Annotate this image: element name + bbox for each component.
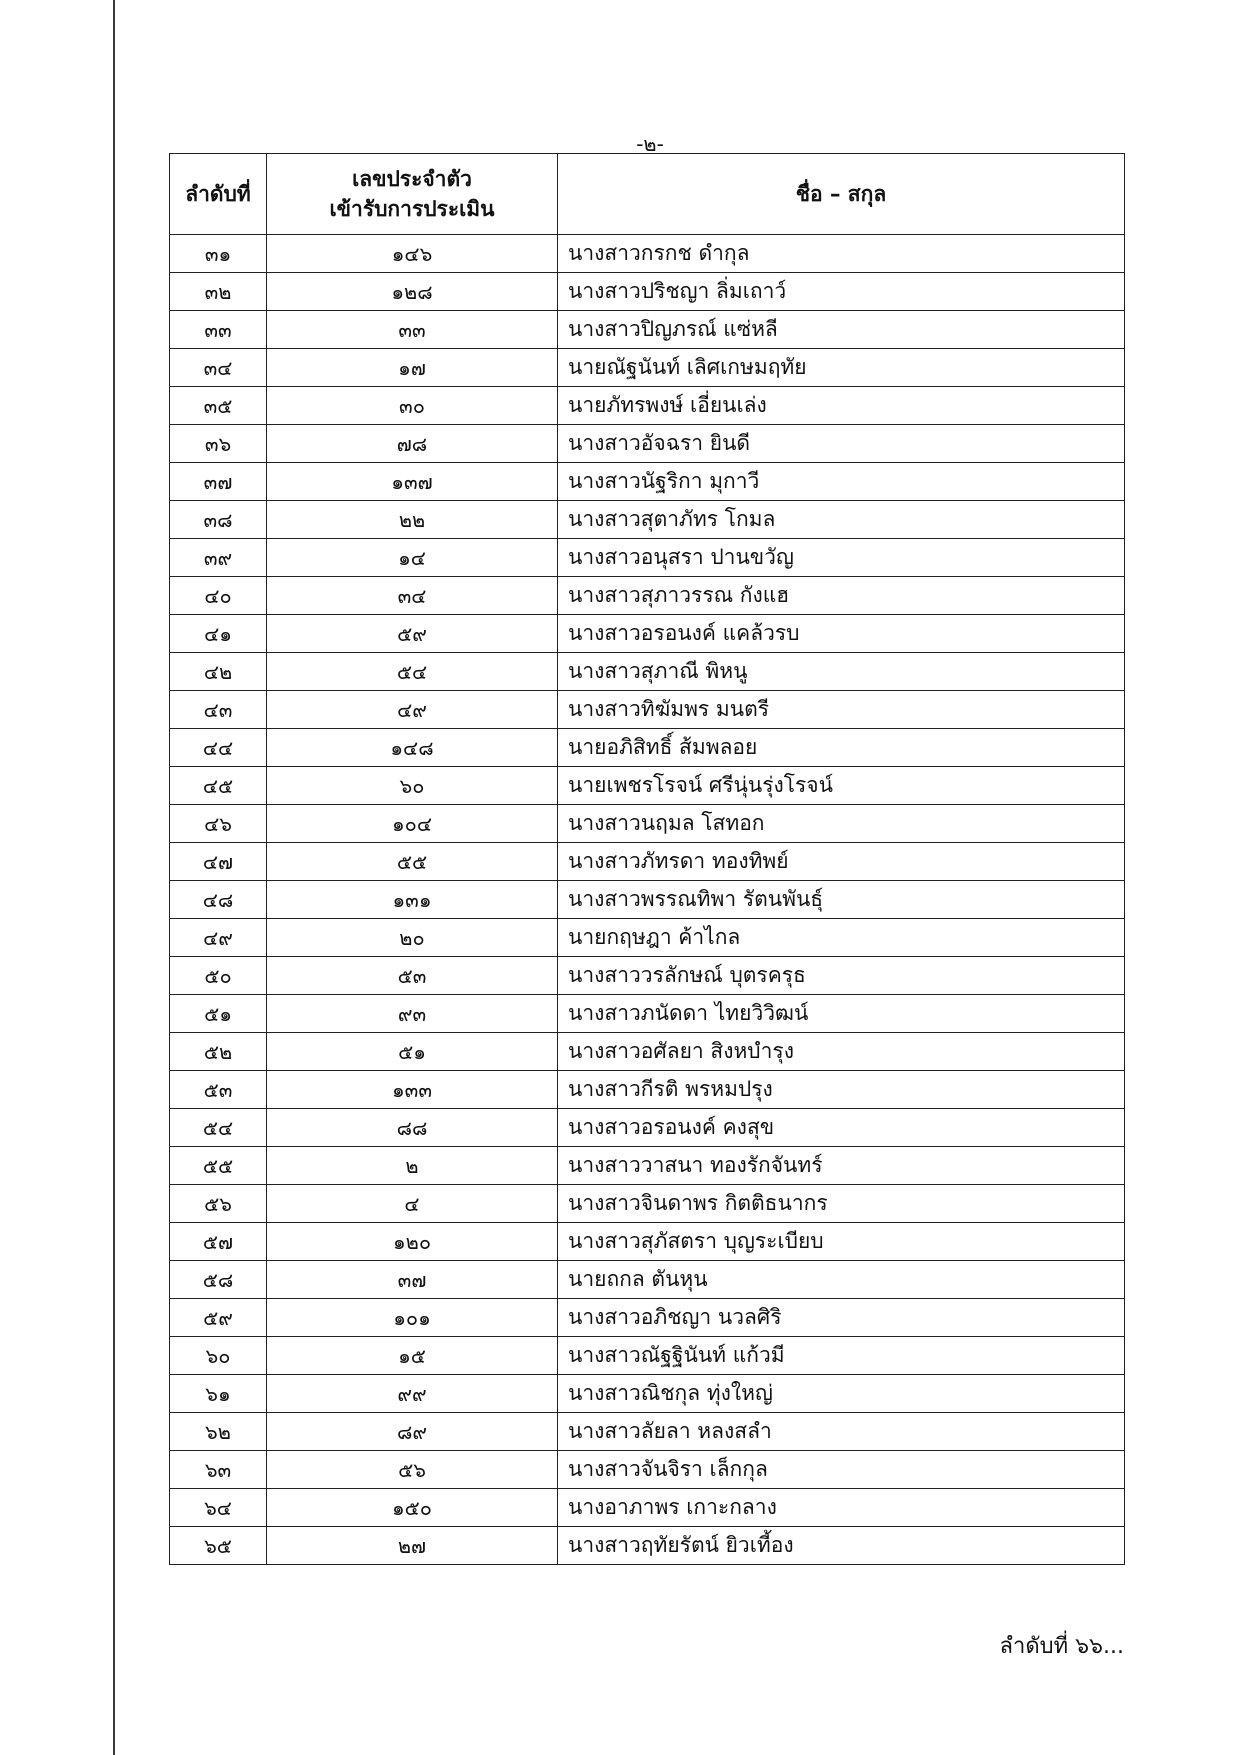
name-cell: นางสาวสุตาภัทร โกมล bbox=[558, 501, 1125, 539]
table-row bbox=[170, 1375, 1125, 1413]
name-cell: นางสาวอนุสรา ปานขวัญ bbox=[558, 539, 1125, 577]
table-row bbox=[170, 577, 1125, 615]
id-cell: ๕๓ bbox=[267, 957, 558, 995]
name-cell: นางสาวอศัลยา สิงหบำรุง bbox=[558, 1033, 1125, 1071]
seq-cell: ๔๒ bbox=[170, 653, 267, 691]
seq-cell: ๓๙ bbox=[170, 539, 267, 577]
id-cell: ๘๙ bbox=[267, 1413, 558, 1451]
id-cell: ๖๐ bbox=[267, 767, 558, 805]
id-cell: ๕๔ bbox=[267, 653, 558, 691]
id-cell: ๒๒ bbox=[267, 501, 558, 539]
table-row bbox=[170, 919, 1125, 957]
left-margin-line bbox=[113, 0, 115, 1755]
id-cell: ๑๔ bbox=[267, 539, 558, 577]
id-cell: ๒ bbox=[267, 1147, 558, 1185]
table-row bbox=[170, 881, 1125, 919]
seq-cell: ๓๑ bbox=[170, 235, 267, 273]
seq-cell: ๖๒ bbox=[170, 1413, 267, 1451]
candidate-table bbox=[169, 153, 1125, 1565]
seq-cell: ๓๘ bbox=[170, 501, 267, 539]
name-cell: นางสาวภนัดดา ไทยวิวิฒน์ bbox=[558, 995, 1125, 1033]
name-cell: นายอภิสิทธิ์ ส้มพลอย bbox=[558, 729, 1125, 767]
table-row bbox=[170, 501, 1125, 539]
table-row bbox=[170, 805, 1125, 843]
seq-cell: ๔๙ bbox=[170, 919, 267, 957]
seq-cell: ๖๑ bbox=[170, 1375, 267, 1413]
seq-cell: ๓๓ bbox=[170, 311, 267, 349]
seq-cell: ๓๔ bbox=[170, 349, 267, 387]
seq-cell: ๕๓ bbox=[170, 1071, 267, 1109]
seq-cell: ๔๔ bbox=[170, 729, 267, 767]
id-cell: ๓๓ bbox=[267, 311, 558, 349]
name-cell: นางสาวอรอนงค์ แคล้วรบ bbox=[558, 615, 1125, 653]
table-row bbox=[170, 1185, 1125, 1223]
seq-cell: ๔๑ bbox=[170, 615, 267, 653]
name-cell: นางสาวฤทัยรัตน์ ยิวเที้อง bbox=[558, 1527, 1125, 1565]
id-cell: ๓๐ bbox=[267, 387, 558, 425]
table-row bbox=[170, 843, 1125, 881]
header-id bbox=[267, 154, 558, 235]
seq-cell: ๓๗ bbox=[170, 463, 267, 501]
seq-cell: ๖๓ bbox=[170, 1451, 267, 1489]
table-row bbox=[170, 1033, 1125, 1071]
id-cell: ๔ bbox=[267, 1185, 558, 1223]
seq-cell: ๕๘ bbox=[170, 1261, 267, 1299]
seq-cell: ๔๕ bbox=[170, 767, 267, 805]
page-number: -๒- bbox=[636, 132, 664, 156]
table-row bbox=[170, 615, 1125, 653]
name-cell: นางอาภาพร เกาะกลาง bbox=[558, 1489, 1125, 1527]
name-cell: นางสาวปริชญา ลิ่มเถาว์ bbox=[558, 273, 1125, 311]
table-row bbox=[170, 1071, 1125, 1109]
name-cell: นางสาวอภิชญา นวลศิริ bbox=[558, 1299, 1125, 1337]
table-row bbox=[170, 539, 1125, 577]
id-cell: ๗๘ bbox=[267, 425, 558, 463]
header-seq: ลำดับที่ bbox=[170, 154, 267, 235]
table-row bbox=[170, 1147, 1125, 1185]
seq-cell: ๕๕ bbox=[170, 1147, 267, 1185]
name-cell: นางสาวณัฐฐินันท์ แก้วมี bbox=[558, 1337, 1125, 1375]
seq-cell: ๕๔ bbox=[170, 1109, 267, 1147]
table-row bbox=[170, 349, 1125, 387]
id-cell: ๑๕ bbox=[267, 1337, 558, 1375]
table-body bbox=[170, 235, 1125, 1565]
name-cell: นางสาวจันจิรา เล็กกุล bbox=[558, 1451, 1125, 1489]
name-cell: นางสาววาสนา ทองรักจันทร์ bbox=[558, 1147, 1125, 1185]
table-row bbox=[170, 957, 1125, 995]
table-row bbox=[170, 425, 1125, 463]
table-row bbox=[170, 463, 1125, 501]
id-cell: ๕๖ bbox=[267, 1451, 558, 1489]
id-cell: ๑๗ bbox=[267, 349, 558, 387]
table-row bbox=[170, 653, 1125, 691]
seq-cell: ๔๖ bbox=[170, 805, 267, 843]
id-cell: ๕๑ bbox=[267, 1033, 558, 1071]
id-cell: ๑๕๐ bbox=[267, 1489, 558, 1527]
seq-cell: ๔๓ bbox=[170, 691, 267, 729]
id-cell: ๑๐๔ bbox=[267, 805, 558, 843]
name-cell: นางสาวพรรณทิพา รัตนพันธุ์ bbox=[558, 881, 1125, 919]
seq-cell: ๓๕ bbox=[170, 387, 267, 425]
name-cell: นางสาวณิชกุล ทุ่งใหญ่ bbox=[558, 1375, 1125, 1413]
id-cell: ๔๙ bbox=[267, 691, 558, 729]
name-cell: นางสาวกีรติ พรหมปรุง bbox=[558, 1071, 1125, 1109]
id-cell: ๑๐๑ bbox=[267, 1299, 558, 1337]
table-row bbox=[170, 1489, 1125, 1527]
seq-cell: ๖๔ bbox=[170, 1489, 267, 1527]
name-cell: นายภัทรพงษ์ เอี่ยนเล่ง bbox=[558, 387, 1125, 425]
id-cell: ๒๐ bbox=[267, 919, 558, 957]
table-row bbox=[170, 1413, 1125, 1451]
name-cell: นางสาวลัยลา หลงสลำ bbox=[558, 1413, 1125, 1451]
name-cell: นางสาวสุภาณี พิหนู bbox=[558, 653, 1125, 691]
seq-cell: ๕๑ bbox=[170, 995, 267, 1033]
name-cell: นางสาวสุภัสตรา บุญระเบียบ bbox=[558, 1223, 1125, 1261]
seq-cell: ๕๙ bbox=[170, 1299, 267, 1337]
table-row bbox=[170, 235, 1125, 273]
id-cell: ๘๘ bbox=[267, 1109, 558, 1147]
table-row bbox=[170, 311, 1125, 349]
table-row bbox=[170, 995, 1125, 1033]
name-cell: นางสาววรลักษณ์ บุตรครุธ bbox=[558, 957, 1125, 995]
seq-cell: ๕๗ bbox=[170, 1223, 267, 1261]
id-cell: ๓๗ bbox=[267, 1261, 558, 1299]
id-cell: ๑๒๘ bbox=[267, 273, 558, 311]
id-cell: ๕๕ bbox=[267, 843, 558, 881]
header-name: ชื่อ – สกุล bbox=[558, 154, 1125, 235]
id-cell: ๙๙ bbox=[267, 1375, 558, 1413]
continuation-note: ลำดับที่ ๖๖... bbox=[999, 1634, 1124, 1659]
id-cell: ๑๓๓ bbox=[267, 1071, 558, 1109]
id-cell: ๑๓๑ bbox=[267, 881, 558, 919]
table-row bbox=[170, 1261, 1125, 1299]
table-row bbox=[170, 767, 1125, 805]
table-row bbox=[170, 1299, 1125, 1337]
name-cell: นายถกล ตันหุน bbox=[558, 1261, 1125, 1299]
id-cell: ๒๗ bbox=[267, 1527, 558, 1565]
name-cell: นางสาวกรกช ดำกุล bbox=[558, 235, 1125, 273]
name-cell: นางสาวภัทรดา ทองทิพย์ bbox=[558, 843, 1125, 881]
seq-cell: ๕๒ bbox=[170, 1033, 267, 1071]
name-cell: นางสาวอัจฉรา ยินดี bbox=[558, 425, 1125, 463]
table-row bbox=[170, 387, 1125, 425]
seq-cell: ๔๘ bbox=[170, 881, 267, 919]
seq-cell: ๔๐ bbox=[170, 577, 267, 615]
seq-cell: ๔๗ bbox=[170, 843, 267, 881]
name-cell: นางสาวสุภาวรรณ กังแฮ bbox=[558, 577, 1125, 615]
table-row bbox=[170, 1337, 1125, 1375]
name-cell: นายกฤษฎา ค้าไกล bbox=[558, 919, 1125, 957]
name-cell: นางสาวปิญภรณ์ แซ่หลี bbox=[558, 311, 1125, 349]
id-cell: ๑๔๘ bbox=[267, 729, 558, 767]
name-cell: นางสาวจินดาพร กิตติธนากร bbox=[558, 1185, 1125, 1223]
seq-cell: ๓๖ bbox=[170, 425, 267, 463]
name-cell: นายณัฐนันท์ เลิศเกษมฤทัย bbox=[558, 349, 1125, 387]
name-cell: นางสาวนัฐริกา มุกาวี bbox=[558, 463, 1125, 501]
seq-cell: ๖๐ bbox=[170, 1337, 267, 1375]
table-row bbox=[170, 273, 1125, 311]
header-id-line1: เลขประจำตัว bbox=[352, 166, 472, 191]
table-row bbox=[170, 1223, 1125, 1261]
seq-cell: ๕๐ bbox=[170, 957, 267, 995]
name-cell: นางสาวอรอนงค์ คงสุข bbox=[558, 1109, 1125, 1147]
name-cell: นายเพชรโรจน์ ศรีนุ่นรุ่งโรจน์ bbox=[558, 767, 1125, 805]
seq-cell: ๖๕ bbox=[170, 1527, 267, 1565]
id-cell: ๕๙ bbox=[267, 615, 558, 653]
name-cell: นางสาวนฤมล โสทอก bbox=[558, 805, 1125, 843]
table-row bbox=[170, 1527, 1125, 1565]
seq-cell: ๕๖ bbox=[170, 1185, 267, 1223]
id-cell: ๑๔๖ bbox=[267, 235, 558, 273]
table-row bbox=[170, 1109, 1125, 1147]
table-row bbox=[170, 1451, 1125, 1489]
id-cell: ๑๒๐ bbox=[267, 1223, 558, 1261]
table-row bbox=[170, 729, 1125, 767]
id-cell: ๑๓๗ bbox=[267, 463, 558, 501]
id-cell: ๓๔ bbox=[267, 577, 558, 615]
table-header-row bbox=[170, 154, 1125, 235]
seq-cell: ๓๒ bbox=[170, 273, 267, 311]
id-cell: ๙๓ bbox=[267, 995, 558, 1033]
header-id-line2: เข้ารับการประเมิน bbox=[329, 197, 495, 221]
name-cell: นางสาวทิฆัมพร มนตรี bbox=[558, 691, 1125, 729]
table-row bbox=[170, 691, 1125, 729]
